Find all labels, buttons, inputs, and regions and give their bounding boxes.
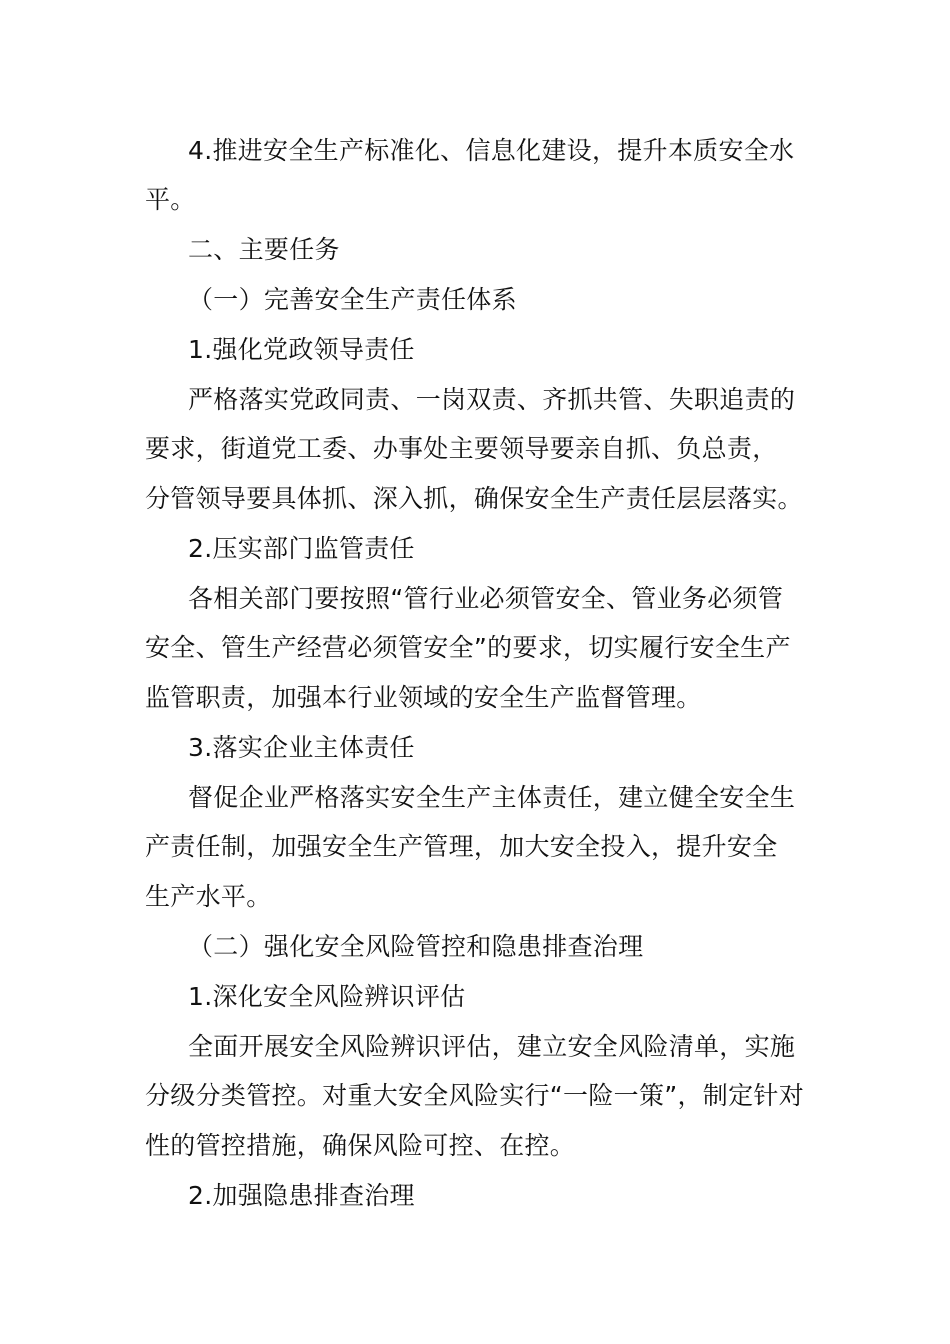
paragraph-1-3-line-1: 督促企业严格落实安全生产主体责任，建立健全安全生 (188, 783, 796, 812)
item-heading-2-1: 1.深化安全风险辨识评估 (188, 982, 466, 1011)
paragraph-2-1-line-3: 性的管控措施，确保风险可控、在控。 (145, 1131, 576, 1160)
subsection-heading-2: （二）强化安全风险管控和隐患排查治理 (188, 932, 644, 961)
paragraph-1-2-line-1: 各相关部门要按照“管行业必须管安全、管业务必须管 (188, 584, 784, 613)
paragraph-goal-4: 4.推进安全生产标准化、信息化建设，提升本质安全水 (188, 136, 795, 165)
paragraph-1-2-line-3: 监管职责，加强本行业领域的安全生产监督管理。 (145, 683, 702, 712)
paragraph-2-1-line-1: 全面开展安全风险辨识评估，建立安全风险清单，实施 (188, 1032, 796, 1061)
paragraph-1-1-line-1: 严格落实党政同责、一岗双责、齐抓共管、失职追责的 (188, 385, 796, 414)
subsection-heading-1: （一）完善安全生产责任体系 (188, 285, 517, 314)
paragraph-1-1-line-3: 分管领导要具体抓、深入抓，确保安全生产责任层层落实。 (145, 484, 803, 513)
section-heading-main-tasks: 二、主要任务 (188, 235, 340, 264)
paragraph-1-1-line-2: 要求，街道党工委、办事处主要领导要亲自抓、负总责， (145, 434, 778, 463)
item-heading-1-3: 3.落实企业主体责任 (188, 733, 415, 762)
item-heading-1-2: 2.压实部门监管责任 (188, 534, 415, 563)
item-heading-1-1: 1.强化党政领导责任 (188, 335, 415, 364)
paragraph-1-3-line-2: 产责任制，加强安全生产管理，加大安全投入，提升安全 (145, 832, 778, 861)
paragraph-goal-4-cont: 平。 (145, 185, 196, 214)
paragraph-1-2-line-2: 安全、管生产经营必须管安全”的要求，切实履行安全生产 (145, 633, 791, 662)
paragraph-1-3-line-3: 生产水平。 (145, 882, 272, 911)
paragraph-2-1-line-2: 分级分类管控。对重大安全风险实行“一险一策”，制定针对 (145, 1081, 805, 1110)
item-heading-2-2: 2.加强隐患排查治理 (188, 1181, 415, 1210)
